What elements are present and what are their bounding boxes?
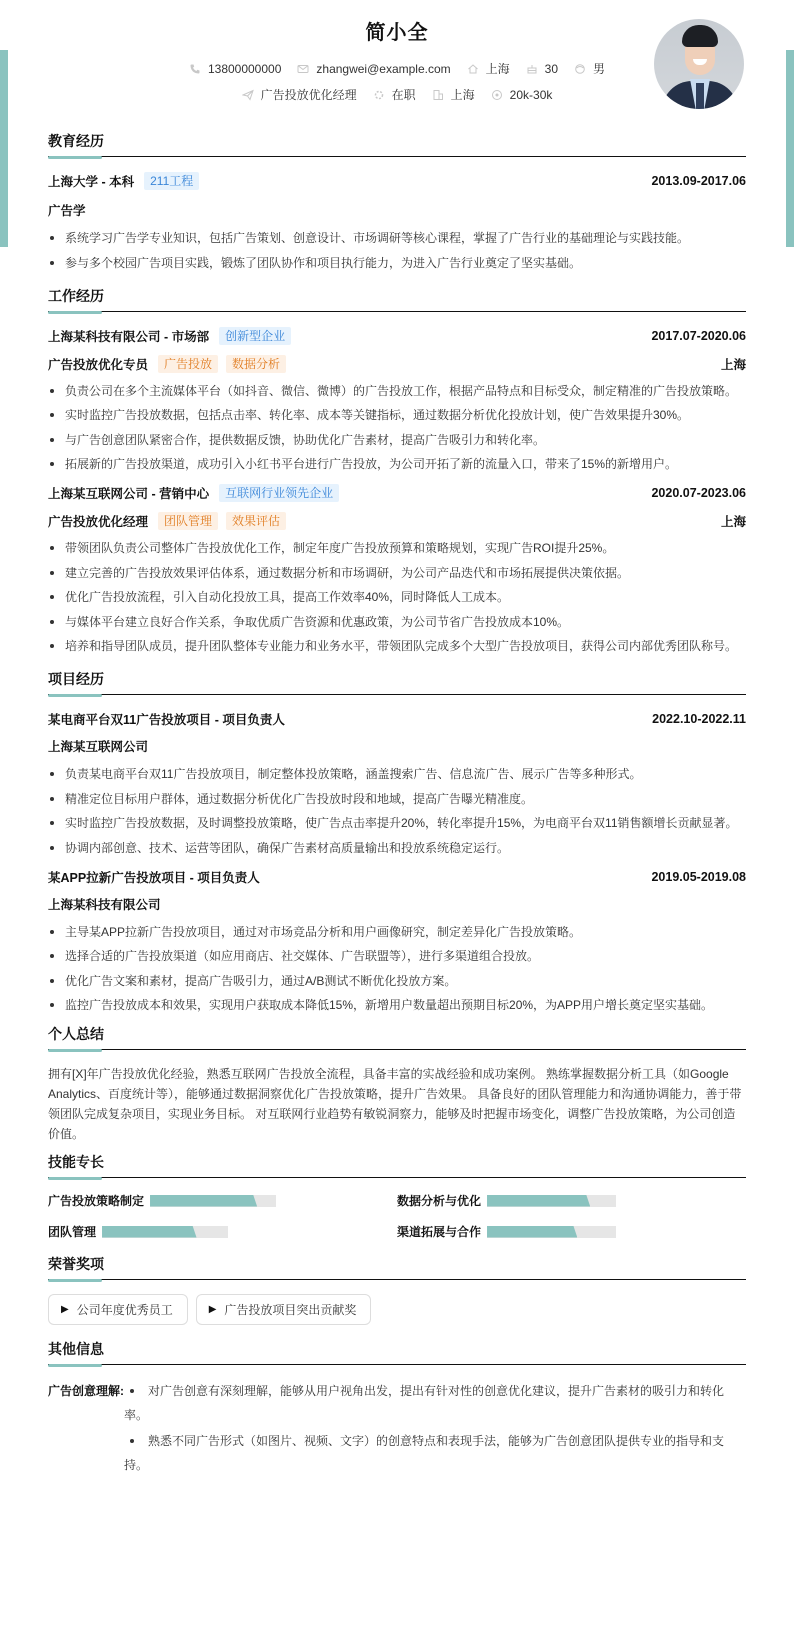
list-item: 培养和指导团队成员，提升团队整体专业能力和业务水平，带领团队完成多个大型广告投放项目，获得公司内部优秀团队称号。 (48, 637, 746, 655)
skill-name: 团队管理 (48, 1225, 97, 1239)
triangle-right-icon: ▶ (208, 1304, 217, 1315)
company-tag: 创新型企业 (219, 327, 291, 345)
section-accent-underline (48, 1177, 102, 1180)
section-header (48, 1152, 746, 1178)
list-item: 主导某APP拉新广告投放项目，通过对市场竞品分析和用户画像研究，制定差异化广告投放策略。 (48, 923, 746, 941)
target-city-info: 上海 (432, 86, 475, 103)
other-section (48, 1339, 746, 1479)
skills-grid (48, 1192, 746, 1240)
work-location: 上海 (720, 515, 746, 529)
projects-section (48, 669, 746, 1014)
home-icon (467, 63, 479, 75)
send-icon (242, 89, 254, 101)
section-title: 教育经历 (48, 133, 104, 149)
award-item: ▶ 公司年度优秀员工 (48, 1294, 188, 1325)
work-entry (48, 483, 746, 655)
age-info: 30 (526, 62, 558, 76)
education-section (48, 131, 746, 272)
skill-item (397, 1192, 746, 1209)
other-info (48, 1379, 746, 1479)
position-tag: 效果评估 (226, 512, 286, 530)
work-date: 2020.07-2023.06 (651, 486, 746, 500)
list-item: 精准定位目标用户群体，通过数据分析优化广告投放时段和地域，提高广告曝光精准度。 (48, 790, 746, 808)
section-title: 项目经历 (48, 671, 104, 687)
work-date: 2017.07-2020.06 (651, 328, 746, 343)
project-company: 上海某互联网公司 (48, 740, 149, 754)
status-icon (373, 89, 385, 101)
list-item: 带领团队负责公司整体广告投放优化工作，制定年度广告投放预算和策略规划，实现广告ROI提升25%。 (48, 539, 746, 557)
section-title: 其他信息 (48, 1341, 104, 1357)
skill-item (48, 1223, 397, 1240)
employment-status-info: 在职 (373, 86, 416, 103)
salary-info: 20k-30k (491, 88, 553, 102)
company-tag: 互联网行业领先企业 (219, 484, 339, 502)
project-date: 2019.05-2019.08 (651, 869, 746, 884)
section-title: 荣誉奖项 (48, 1256, 104, 1272)
education-entry (48, 171, 746, 272)
skill-bar (150, 1195, 276, 1207)
section-header (48, 1339, 746, 1365)
section-title: 个人总结 (48, 1026, 104, 1042)
list-item: 建立完善的广告投放效果评估体系，通过数据分析和市场调研，为公司产品迭代和市场拓展提供决策依据。 (48, 564, 746, 582)
list-item: 系统学习广告学专业知识，包括广告策划、创意设计、市场调研等核心课程，掌握了广告行业的基础理论与实践技能。 (48, 229, 746, 247)
list-item: 实时监控广告投放数据，包括点击率、转化率、成本等关键指标，通过数据分析优化投放计划，使广告效果提升30%。 (48, 406, 746, 424)
list-item: 优化广告文案和素材，提高广告吸引力，通过A/B测试不断优化投放方案。 (48, 972, 746, 990)
list-item: 负责公司在多个主流媒体平台（如抖音、微信、微博）的广告投放工作，根据产品特点和目标受众，制定精准的广告投放策略。 (48, 382, 746, 400)
company-name: 上海某科技有限公司 - 市场部 (48, 329, 210, 344)
other-list (124, 1379, 746, 1479)
section-header (48, 286, 746, 312)
work-bullets (48, 382, 746, 474)
target-position-info: 广告投放优化经理 (242, 86, 357, 103)
skill-bar-fill (102, 1226, 197, 1238)
skill-item (48, 1192, 397, 1209)
skill-bar-fill (487, 1195, 590, 1207)
list-item: 熟悉不同广告形式（如图片、视频、文字）的创意特点和表现手法，能够为广告创意团队提供专业的指导和支持。 (124, 1434, 725, 1472)
school-name: 上海大学 - 本科 (48, 175, 135, 189)
list-item: 优化广告投放流程，引入自动化投放工具，提高工作效率40%，同时降低人工成本。 (48, 588, 746, 606)
skill-bar-fill (487, 1226, 577, 1238)
list-item: 与广告创意团队紧密合作，提供数据反馈，协助优化广告素材，提高广告吸引力和转化率。 (48, 431, 746, 449)
work-section (48, 286, 746, 656)
age-icon (526, 63, 538, 75)
job-info-row (48, 86, 746, 103)
phone-icon (189, 63, 201, 75)
work-entry (48, 326, 746, 474)
skill-bar (487, 1195, 616, 1207)
skill-bar-fill (150, 1195, 257, 1207)
position-title: 广告投放优化专员 (48, 357, 149, 372)
work-location: 上海 (720, 357, 746, 372)
section-header (48, 1024, 746, 1050)
gender-icon (574, 63, 586, 75)
position-tag: 数据分析 (226, 355, 286, 373)
resume-header (48, 0, 746, 130)
section-title: 技能专长 (48, 1154, 104, 1170)
phone-info: 13800000000 (189, 62, 281, 76)
summary-text: 拥有[X]年广告投放优化经验，熟悉互联网广告投放全流程，具备丰富的实战经验和成功案例。 熟练掌握数据分析工具（如Google Analytics、百度统计等），能够通过数据洞察优化广告投放策略，提升广告效果。 具备良好的团队管理能力和沟通协调能力，善于带领团队完成复杂项目，实现业务目标。 对互联网行业趋势有敏锐洞察力，能够及时把握市场变化，调整广告投放策略，为公司创造价值。 (48, 1067, 742, 1141)
project-name: 某电商平台双11广告投放项目 - 项目负责人 (48, 713, 285, 727)
project-bullets (48, 923, 746, 1015)
skill-name: 广告投放策略制定 (48, 1194, 145, 1208)
education-bullets (48, 229, 746, 272)
list-item: 监控广告投放成本和效果，实现用户获取成本降低15%，新增用户数量超出预期目标20%，为APP用户增长奠定坚实基础。 (48, 996, 746, 1014)
triangle-right-icon: ▶ (61, 1304, 69, 1315)
list-item: 参与多个校园广告项目实践，锻炼了团队协作和项目执行能力，为进入广告行业奠定了坚实基础。 (48, 254, 746, 272)
avatar-photo (654, 19, 744, 109)
award-item: ▶ 广告投放项目突出贡献奖 (196, 1294, 372, 1325)
building-icon (432, 89, 444, 101)
position-tag: 团队管理 (158, 512, 218, 530)
section-accent-underline (48, 1364, 102, 1367)
section-accent-underline (48, 311, 102, 314)
mail-icon (297, 63, 309, 75)
candidate-name: 简小全 (365, 22, 429, 44)
list-item: 协调内部创意、技术、运营等团队，确保广告素材高质量输出和投放系统稳定运行。 (48, 839, 746, 857)
project-entry (48, 709, 746, 857)
city-info: 上海 (467, 60, 510, 77)
major: 广告学 (48, 204, 86, 218)
skill-name: 渠道拓展与合作 (397, 1225, 482, 1239)
position-title: 广告投放优化经理 (48, 515, 149, 529)
list-item: 拓展新的广告投放渠道，成功引入小红书平台进行广告投放，为公司开拓了新的流量入口，带来了15%的新增用户。 (48, 455, 746, 473)
section-header (48, 1254, 746, 1280)
section-accent-underline (48, 156, 102, 159)
skill-item (397, 1223, 746, 1240)
project-entry (48, 867, 746, 1015)
section-accent-underline (48, 1279, 102, 1282)
list-item: 实时监控广告投放数据，及时调整投放策略，使广告点击率提升20%，转化率提升15%，为电商平台双11销售额增长贡献显著。 (48, 814, 746, 832)
list-item: 选择合适的广告投放渠道（如应用商店、社交媒体、广告联盟等），进行多渠道组合投放。 (48, 947, 746, 965)
section-title: 工作经历 (48, 287, 104, 304)
project-date: 2022.10-2022.11 (652, 712, 746, 726)
skill-name: 数据分析与优化 (397, 1194, 482, 1208)
gender-info: 男 (574, 60, 605, 77)
list-item: 与媒体平台建立良好合作关系，争取优质广告资源和优惠政策，为公司节省广告投放成本10%。 (48, 613, 746, 631)
section-header (48, 131, 746, 157)
school-tag: 211工程 (144, 172, 199, 190)
section-accent-underline (48, 694, 102, 697)
list-item: 对广告创意有深刻理解，能够从用户视角出发，提出有针对性的创意优化建议，提升广告素材的吸引力和转化率。 (124, 1384, 725, 1422)
company-name: 上海某互联网公司 - 营销中心 (48, 487, 210, 501)
work-bullets (48, 539, 746, 655)
position-tag: 广告投放 (158, 355, 218, 373)
section-header (48, 669, 746, 695)
skill-bar (487, 1226, 616, 1238)
education-date: 2013.09-2017.06 (651, 174, 746, 188)
section-accent-underline (48, 1049, 102, 1052)
list-item: 负责某电商平台双11广告投放项目，制定整体投放策略，涵盖搜索广告、信息流广告、展示广告等多种形式。 (48, 765, 746, 783)
awards-section (48, 1254, 746, 1325)
project-company: 上海某科技有限公司 (48, 897, 161, 912)
contact-row (48, 60, 746, 77)
summary-section (48, 1024, 746, 1144)
other-label: 广告创意理解: (48, 1384, 124, 1398)
project-bullets (48, 765, 746, 857)
salary-icon (491, 89, 503, 101)
project-name: 某APP拉新广告投放项目 - 项目负责人 (48, 870, 260, 885)
awards-list (48, 1294, 746, 1325)
skills-section (48, 1152, 746, 1240)
email-info: zhangwei@example.com (297, 62, 450, 76)
skill-bar (102, 1226, 228, 1238)
